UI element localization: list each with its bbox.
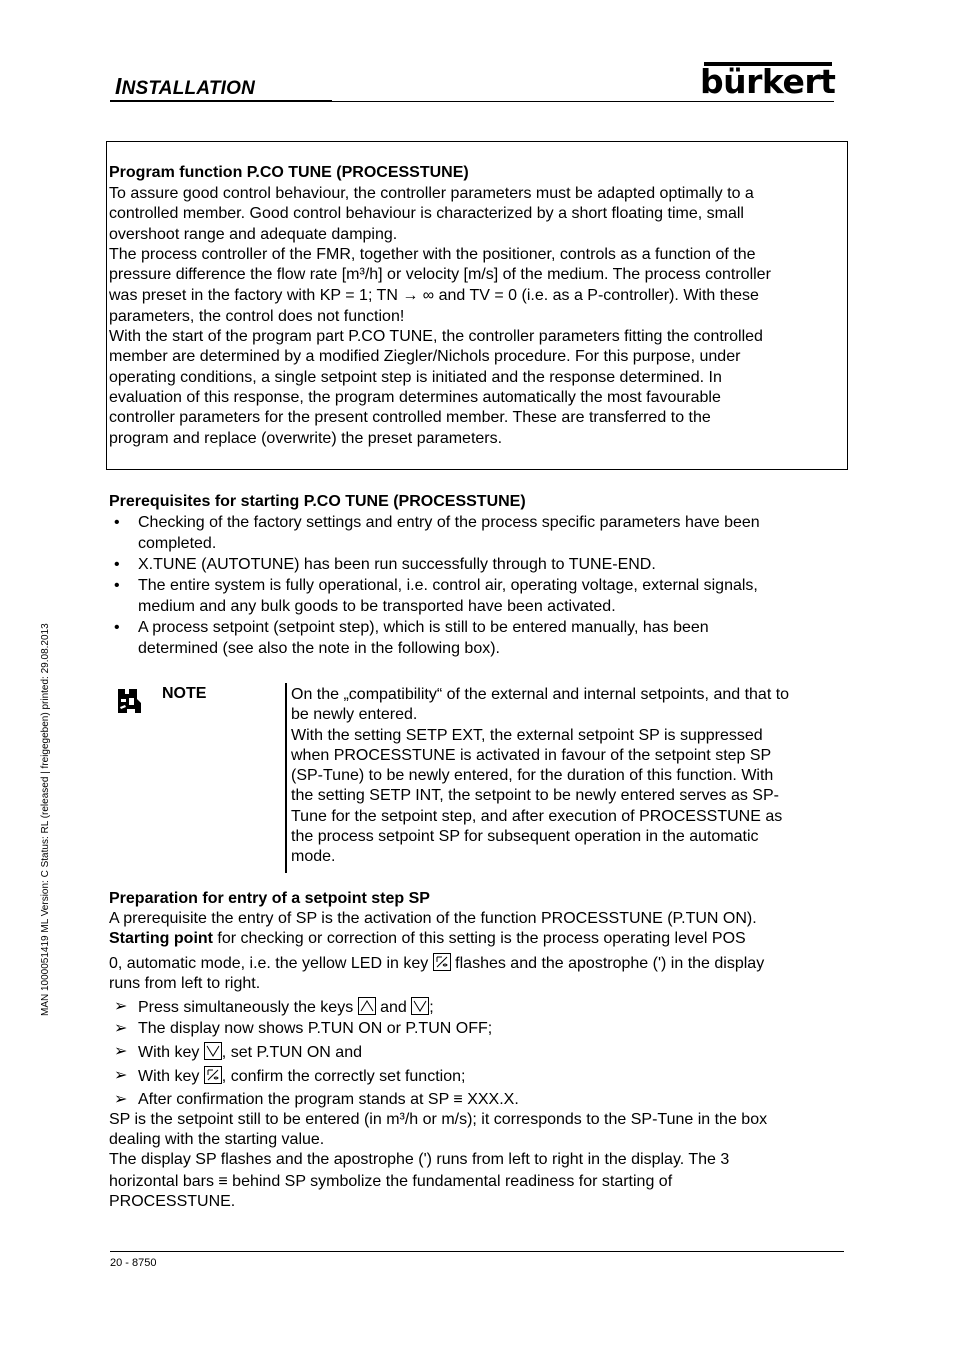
page-number: 20 - 8750 [110,1257,157,1269]
note-hand-icon [115,685,147,717]
prep-after-line: dealing with the starting value. [109,1131,325,1148]
prep-after-line: SP is the setpoint still to be entered (in m³/h or m/s); it corresponds to the SP-Tune in the box [109,1111,768,1128]
box-line: controlled member. Good control behaviour is characterized by a short floating time, small [109,205,744,222]
prep-after-line: PROCESSTUNE. [109,1193,236,1210]
arrow-bullet-icon: ➢ [114,1020,128,1037]
box-line: member are determined by a modified Ziegler/Nichols procedure. For this purpose, under [109,348,741,365]
step-text: , confirm the correctly set function; [221,1068,466,1085]
note-line: With the setting SETP EXT, the external setpoint SP is suppressed [291,726,763,744]
box-line: overshoot range and adequate damping. [109,226,398,243]
arrow-bullet-icon: ➢ [114,998,128,1015]
step-text: and [375,999,412,1016]
manual-auto-key-icon [433,953,451,971]
box-line: To assure good control behaviour, the controller parameters must be adapted optimally to a [109,185,754,202]
prereq-heading: Prerequisites for starting P.CO TUNE (PROCESSTUNE) [109,493,526,510]
up-key-icon [358,997,376,1015]
logo-text: bürkert [700,62,836,101]
box-line: parameters, the control does not function! [109,308,405,325]
header-rule-accent [110,100,332,102]
note-line: mode. [291,848,336,866]
prep-heading: Preparation for entry of a setpoint step SP [109,890,430,907]
note-line: Tune for the setpoint step, and after execution of PROCESSTUNE as [291,807,783,825]
list-item-text: X.TUNE (AUTOTUNE) has been run successfully through to TUNE-END. [138,556,656,573]
bullet: • [114,556,120,573]
box-line: operating conditions, a single setpoint step is initiated and the response determined. In [109,369,722,386]
list-item-text: completed. [138,534,217,552]
brand-logo [700,62,834,102]
note-line: be newly entered. [291,706,418,724]
prep-line [109,953,844,975]
prep-after-line: horizontal bars ≡ behind SP symbolize the fundamental readiness for starting of [109,1173,673,1190]
box-heading: Program function P.CO TUNE (PROCESSTUNE) [109,164,469,181]
box-line: was preset in the factory with KP = 1; TN → ∞ and TV = 0 (i.e. as a P-controller). With these [109,287,759,304]
box-line: With the start of the program part P.CO TUNE, the controller parameters fitting the controlled [109,328,763,345]
section-title: INSTALLATION [115,73,256,99]
prep-line [109,929,844,950]
note-label: NOTE [162,685,207,702]
prep-line: runs from left to right. [109,975,261,992]
step-text: Press simultaneously the keys [138,999,358,1016]
bullet: • [114,577,120,594]
arrow-bullet-icon: ➢ [114,1043,128,1060]
bullet: • [114,514,120,531]
list-item-text: A process setpoint (setpoint step), which is still to be entered manually, has been [138,619,709,636]
note-line: On the „compatibility“ of the external and internal setpoints, and that to [291,686,790,703]
note-line: the setting SETP INT, the setpoint to be newly entered serves as SP- [291,787,779,805]
list-item-text: The entire system is fully operational, i.e. control air, operating voltage, external signals, [138,577,758,594]
arrow-bullet-icon: ➢ [114,1091,128,1108]
list-item-text: medium and any bulk goods to be transported have been activated. [138,597,616,615]
note-text [291,685,846,868]
note-line: (SP-Tune) to be newly entered, for the duration of this function. With [291,767,774,785]
footer-rule [110,1251,844,1252]
list-item-text: determined (see also the note in the following box). [138,639,500,657]
step-text: With key [138,1044,204,1061]
prep-line-text: flashes and the apostrophe (') in the display [450,955,765,972]
prep-emphasis: Starting point [109,930,213,947]
down-key-icon [411,997,429,1015]
step-text: , set P.TUN ON and [221,1044,362,1061]
note-line: when PROCESSTUNE is activated in favour of the setpoint step SP [291,746,772,764]
note-divider [285,683,287,873]
side-document-info: MAN 1000051419 ML Version: C Status: RL (released | freigegeben) printed: 29.08.2013 [40,623,51,1016]
bullet: • [114,619,120,636]
prep-line-text: 0, automatic mode, i.e. the yellow LED in key [109,955,433,972]
arrow-bullet-icon: ➢ [114,1067,128,1084]
prep-line-text: for checking or correction of this setting is the process operating level POS [212,930,746,947]
prep-line: A prerequisite the entry of SP is the activation of the function PROCESSTUNE (P.TUN ON). [109,910,757,927]
prep-after-line: The display SP flashes and the apostrophe (') runs from left to right in the display. The 3 [109,1151,730,1168]
box-line: evaluation of this response, the program determines automatically the most favourable [109,389,721,406]
box-line: pressure difference the flow rate [m³/h] or velocity [m/s] of the medium. The process controller [109,266,771,283]
step-text: With key [138,1068,204,1085]
step-text: After confirmation the program stands at SP ≡ XXX.X. [138,1091,519,1108]
list-item-text: Checking of the factory settings and entry of the process specific parameters have been [138,514,760,531]
box-line: program and replace (overwrite) the preset parameters. [109,430,503,447]
manual-auto-key-icon [204,1066,222,1084]
step-text: ; [429,999,434,1016]
box-line: The process controller of the FMR, together with the positioner, controls as a function of the [109,246,756,263]
box-line: controller parameters for the present controlled member. These are transferred to the [109,409,711,426]
step-text: The display now shows P.TUN ON or P.TUN OFF; [138,1020,493,1037]
note-line: the process setpoint SP for subsequent operation in the automatic [291,828,759,846]
down-key-icon [204,1042,222,1060]
